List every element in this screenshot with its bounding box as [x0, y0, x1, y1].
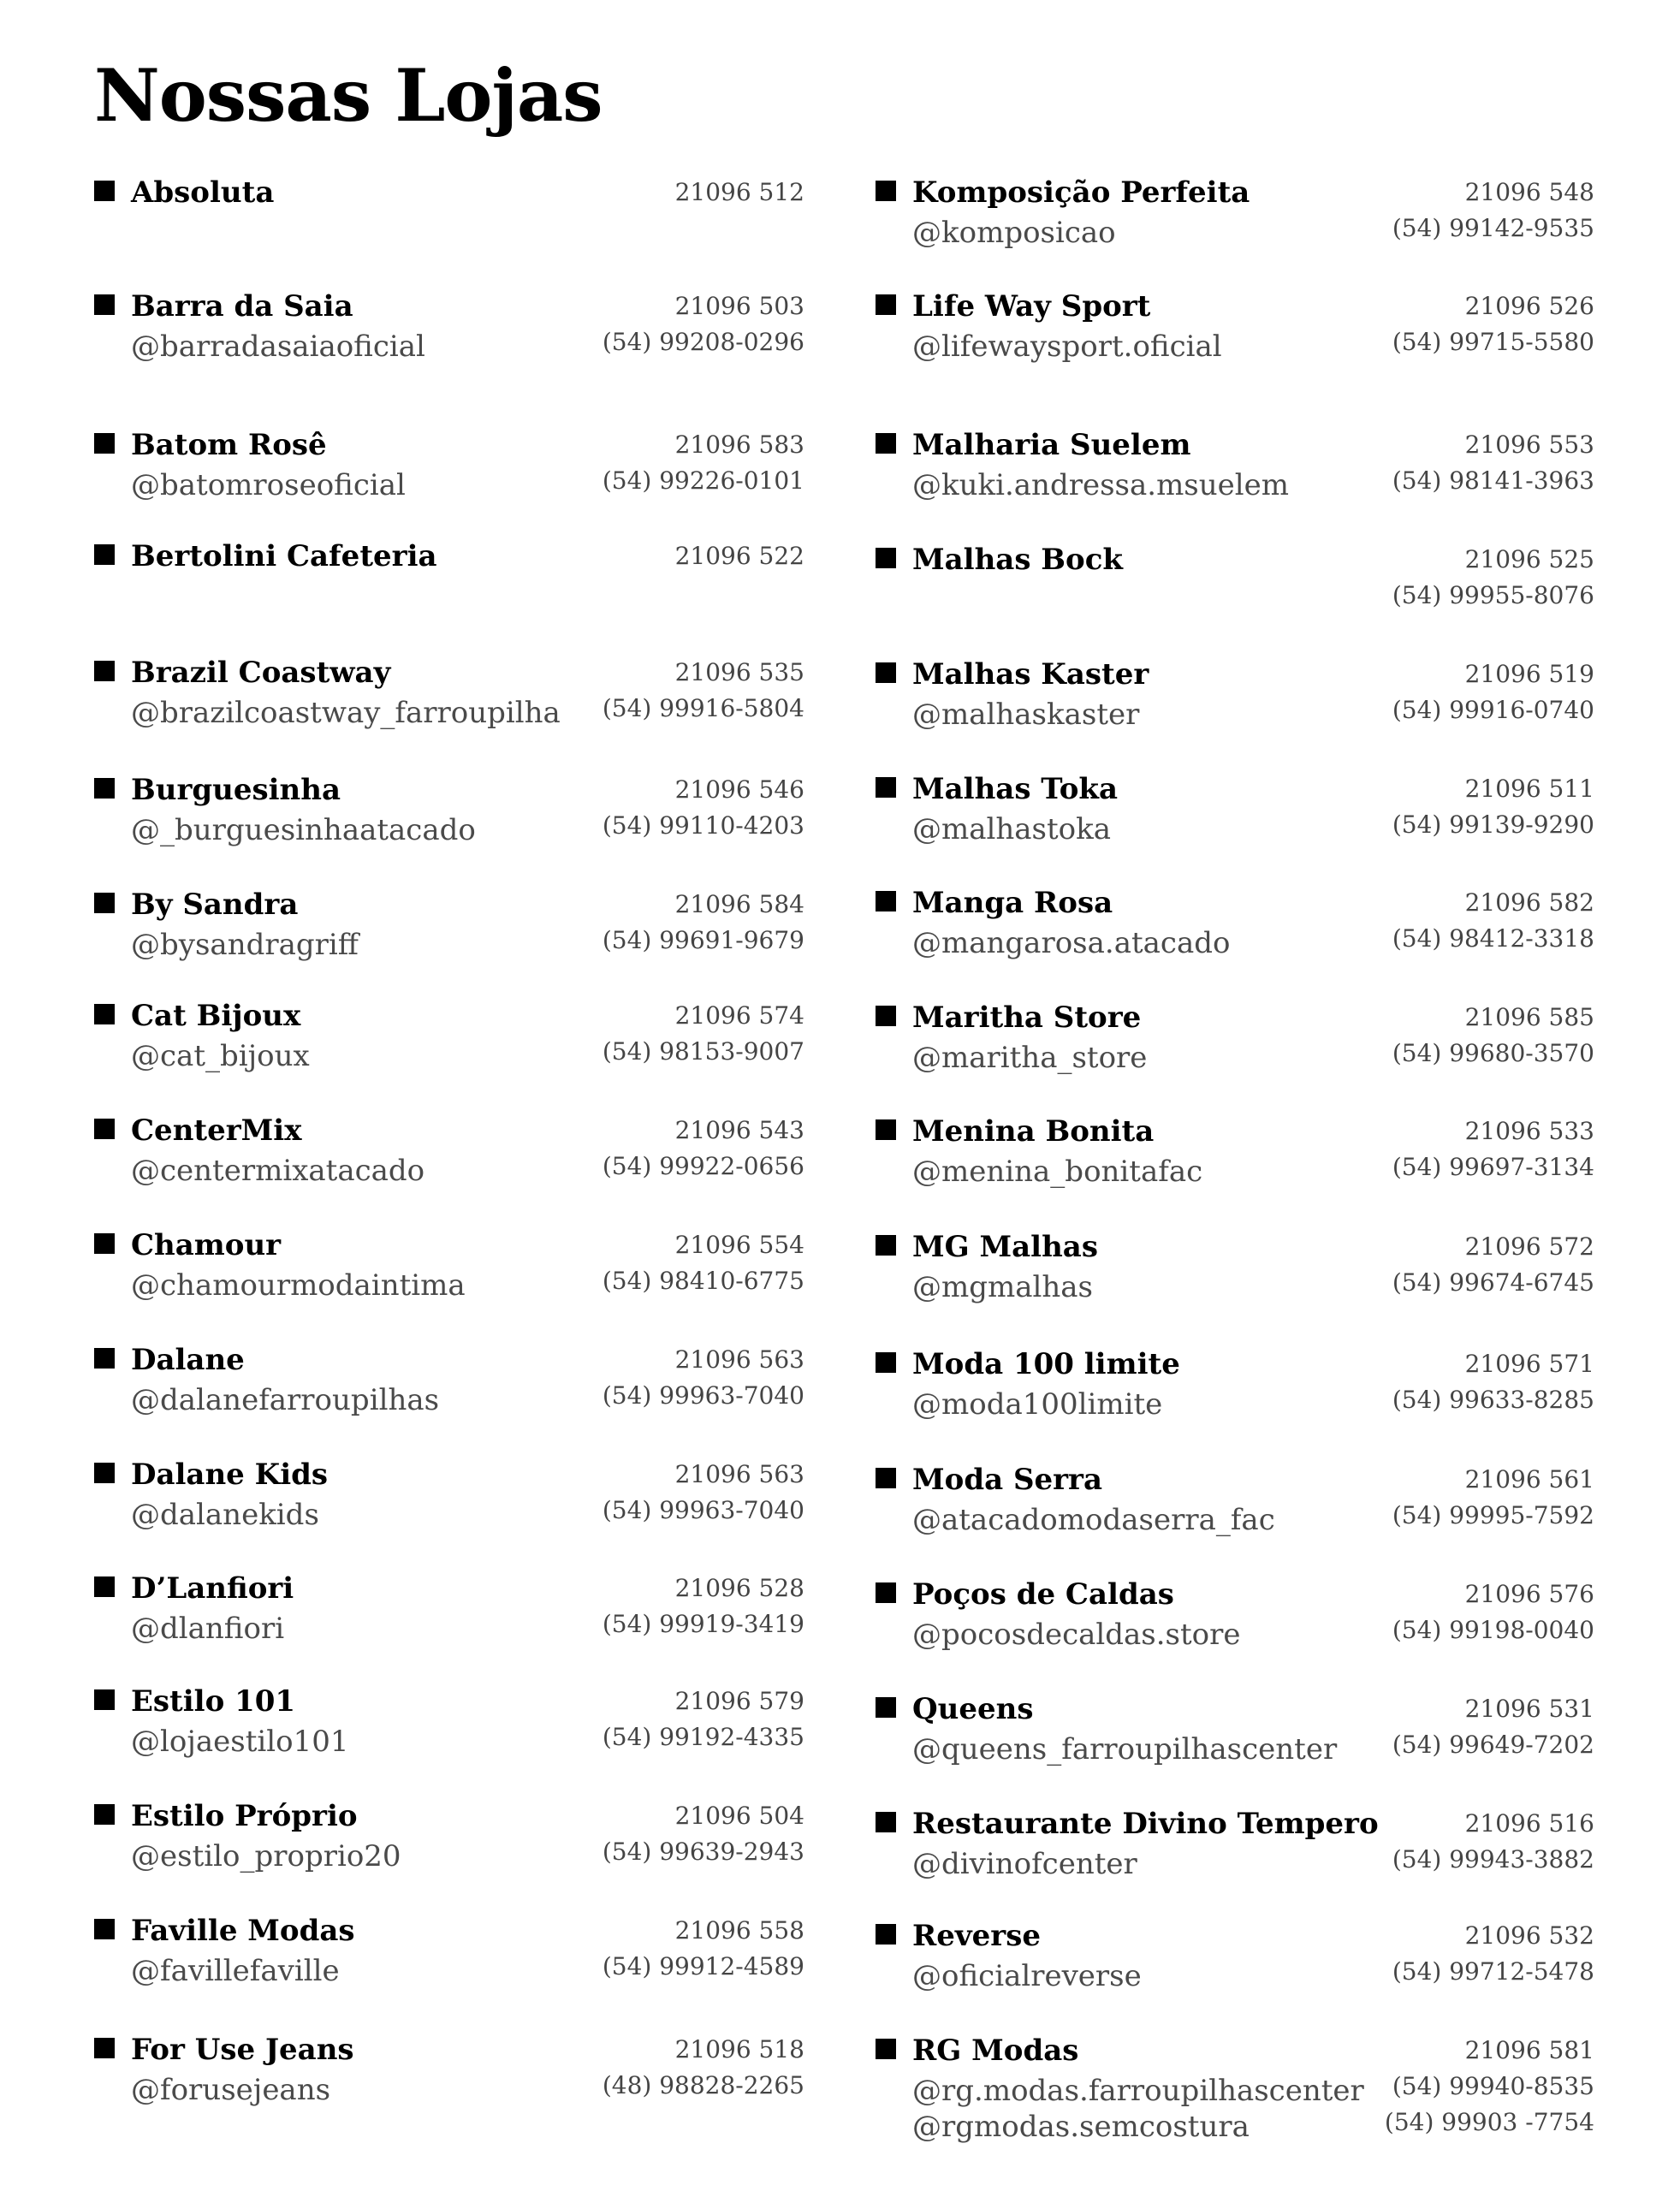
square-bullet-icon [94, 1689, 115, 1710]
square-bullet-icon [94, 1004, 115, 1024]
store-extension: 21096 582 [1464, 888, 1594, 917]
square-bullet-icon [876, 1812, 896, 1832]
store-extension: 21096 526 [1464, 292, 1594, 320]
store-name: Estilo 101 [131, 1684, 296, 1719]
square-bullet-icon [876, 1119, 896, 1140]
store-instagram-handle[interactable]: @lifewaysport.oficial [912, 330, 1222, 364]
store-instagram-handle[interactable]: @dalanefarroupilhas [131, 1383, 440, 1417]
store-extension: 21096 553 [1464, 430, 1594, 459]
store-name: For Use Jeans [131, 2033, 354, 2067]
store-instagram-handle[interactable]: @estilo_proprio20 [131, 1839, 401, 1873]
store-instagram-handle[interactable]: @lojaestilo101 [131, 1725, 349, 1759]
square-bullet-icon [876, 891, 896, 911]
square-bullet-icon [876, 1235, 896, 1256]
store-instagram-handle[interactable]: @moda100limite [912, 1387, 1163, 1422]
store-phone[interactable]: (54) 99208-0296 [602, 328, 804, 356]
store-extension: 21096 571 [1464, 1350, 1594, 1378]
store-extension: 21096 554 [674, 1231, 804, 1259]
store-phone[interactable]: (54) 99963-7040 [602, 1496, 804, 1524]
square-bullet-icon [876, 548, 896, 568]
store-extension: 21096 528 [674, 1574, 804, 1602]
store-name: Malharia Suelem [912, 428, 1191, 462]
store-name: Burguesinha [131, 773, 341, 807]
square-bullet-icon [876, 1468, 896, 1488]
store-instagram-handle[interactable]: @malhaskaster [912, 698, 1140, 732]
store-phone[interactable]: (54) 99110-4203 [602, 811, 804, 840]
store-instagram-handle[interactable]: @barradasaiaoficial [131, 330, 425, 364]
square-bullet-icon [94, 1804, 115, 1825]
store-phone[interactable]: (54) 99674-6745 [1392, 1268, 1594, 1297]
store-phone[interactable]: (54) 99943-3882 [1392, 1845, 1594, 1873]
store-extension: 21096 533 [1464, 1117, 1594, 1145]
store-name: CenterMix [131, 1113, 302, 1148]
store-phone[interactable]: (54) 99912-4589 [602, 1952, 804, 1980]
store-extension: 21096 512 [674, 178, 804, 206]
store-phone[interactable]: (54) 98153-9007 [602, 1037, 804, 1066]
store-phone[interactable]: (54) 99697-3134 [1392, 1153, 1594, 1181]
store-name: Manga Rosa [912, 886, 1113, 920]
store-instagram-handle[interactable]: @malhastoka [912, 812, 1112, 846]
square-bullet-icon [94, 1919, 115, 1939]
store-name: Bertolini Cafeteria [131, 539, 437, 573]
square-bullet-icon [876, 662, 896, 683]
square-bullet-icon [876, 1006, 896, 1026]
store-name: Malhas Toka [912, 772, 1118, 806]
store-instagram-handle[interactable]: @batomroseoficial [131, 468, 406, 502]
store-extension: 21096 563 [674, 1345, 804, 1374]
store-phone[interactable]: (54) 99192-4335 [602, 1723, 804, 1751]
store-phone[interactable]: (54) 99680-3570 [1392, 1039, 1594, 1067]
store-instagram-handle[interactable]: @_burguesinhaatacado [131, 813, 476, 847]
store-instagram-handle[interactable]: @mangarosa.atacado [912, 926, 1231, 960]
square-bullet-icon [94, 544, 115, 565]
square-bullet-icon [876, 1352, 896, 1373]
store-name: Cat Bijoux [131, 999, 301, 1033]
store-extension: 21096 503 [674, 292, 804, 320]
store-instagram-handle[interactable]: @brazilcoastway_farroupilha [131, 696, 561, 730]
store-instagram-handle[interactable]: @rg.modas.farroupilhascenter [912, 2074, 1364, 2108]
store-extension: 21096 535 [674, 658, 804, 686]
store-instagram-handle[interactable]: @mgmalhas [912, 1270, 1094, 1304]
store-name: Barra da Saia [131, 289, 353, 324]
store-extension: 21096 532 [1464, 1921, 1594, 1950]
store-name: Menina Bonita [912, 1114, 1155, 1149]
store-name: Moda Serra [912, 1463, 1102, 1497]
store-name: Dalane [131, 1343, 245, 1377]
store-phone[interactable]: (54) 99712-5478 [1392, 1957, 1594, 1986]
square-bullet-icon [876, 777, 896, 798]
store-extension: 21096 579 [674, 1687, 804, 1715]
store-extension: 21096 583 [674, 430, 804, 459]
store-name: D’Lanfiori [131, 1571, 294, 1606]
store-instagram-handle[interactable]: @divinofcenter [912, 1847, 1137, 1881]
store-name: Estilo Próprio [131, 1799, 358, 1833]
store-extension: 21096 522 [674, 542, 804, 570]
store-extension: 21096 525 [1464, 545, 1594, 573]
square-bullet-icon [876, 1924, 896, 1945]
square-bullet-icon [94, 778, 115, 799]
square-bullet-icon [94, 2038, 115, 2058]
store-phone[interactable]: (54) 99649-7202 [1392, 1731, 1594, 1759]
store-extension: 21096 572 [1464, 1232, 1594, 1261]
square-bullet-icon [94, 893, 115, 913]
store-instagram-handle[interactable]: @pocosdecaldas.store [912, 1618, 1241, 1652]
store-name: Malhas Kaster [912, 657, 1149, 692]
store-instagram-handle[interactable]: @atacadomodaserra_fac [912, 1503, 1275, 1537]
store-instagram-handle[interactable]: @menina_bonitafac [912, 1155, 1203, 1189]
store-name: Reverse [912, 1919, 1041, 1953]
store-phone[interactable]: (54) 99903 -7754 [1384, 2108, 1594, 2136]
store-instagram-handle[interactable]: @favillefaville [131, 1954, 340, 1988]
square-bullet-icon [876, 433, 896, 454]
store-extension: 21096 516 [1464, 1809, 1594, 1838]
store-instagram-handle[interactable]: @rgmodas.semcostura [912, 2110, 1250, 2144]
store-name: Absoluta [131, 175, 275, 210]
square-bullet-icon [94, 433, 115, 454]
square-bullet-icon [94, 181, 115, 201]
store-phone[interactable]: (54) 99691-9679 [602, 926, 804, 954]
store-extension: 21096 511 [1464, 775, 1594, 803]
store-instagram-handle[interactable]: @maritha_store [912, 1041, 1148, 1075]
store-instagram-handle[interactable]: @komposicao [912, 216, 1116, 250]
store-name: Komposição Perfeita [912, 175, 1250, 210]
square-bullet-icon [876, 294, 896, 315]
store-phone[interactable]: (54) 99715-5580 [1392, 328, 1594, 356]
store-phone[interactable]: (54) 99916-5804 [602, 694, 804, 722]
store-name: Batom Rosê [131, 428, 327, 462]
store-phone[interactable]: (54) 99139-9290 [1392, 810, 1594, 839]
store-phone[interactable]: (54) 99226-0101 [602, 466, 804, 495]
store-instagram-handle[interactable]: @chamourmodaintima [131, 1268, 466, 1303]
square-bullet-icon [876, 2039, 896, 2059]
store-phone[interactable]: (54) 98410-6775 [602, 1267, 804, 1295]
square-bullet-icon [94, 1233, 115, 1254]
store-instagram-handle[interactable]: @kuki.andressa.msuelem [912, 468, 1290, 502]
store-name: Dalane Kids [131, 1458, 329, 1492]
page-title: Nossas Lojas [94, 53, 603, 138]
store-phone[interactable]: (54) 99639-2943 [602, 1838, 804, 1866]
store-phone[interactable]: (54) 99922-0656 [602, 1152, 804, 1180]
store-phone[interactable]: (54) 99995-7592 [1392, 1501, 1594, 1529]
store-extension: 21096 574 [674, 1001, 804, 1030]
store-extension: 21096 563 [674, 1460, 804, 1488]
store-extension: 21096 558 [674, 1916, 804, 1945]
store-phone[interactable]: (48) 98828-2265 [602, 2071, 804, 2099]
square-bullet-icon [94, 294, 115, 315]
store-phone[interactable]: (54) 98412-3318 [1392, 924, 1594, 953]
store-name: Life Way Sport [912, 289, 1151, 324]
store-extension: 21096 531 [1464, 1695, 1594, 1723]
store-name: MG Malhas [912, 1230, 1098, 1264]
store-name: Poços de Caldas [912, 1577, 1174, 1612]
store-instagram-handle[interactable]: @dlanfiori [131, 1612, 285, 1646]
store-extension: 21096 548 [1464, 178, 1594, 206]
store-extension: 21096 546 [674, 775, 804, 804]
store-name: Restaurante Divino Tempero [912, 1807, 1379, 1841]
store-extension: 21096 543 [674, 1116, 804, 1144]
store-phone[interactable]: (54) 99142-9535 [1392, 214, 1594, 242]
store-instagram-handle[interactable]: @bysandragriff [131, 928, 359, 962]
store-phone[interactable]: (54) 99940-8535 [1392, 2072, 1594, 2100]
square-bullet-icon [876, 1697, 896, 1718]
store-name: Moda 100 limite [912, 1347, 1180, 1381]
square-bullet-icon [876, 181, 896, 201]
store-extension: 21096 518 [674, 2035, 804, 2063]
store-name: Malhas Bock [912, 543, 1123, 577]
store-extension: 21096 581 [1464, 2036, 1594, 2064]
store-name: Faville Modas [131, 1914, 355, 1948]
square-bullet-icon [94, 1119, 115, 1139]
store-name: RG Modas [912, 2034, 1079, 2068]
store-instagram-handle[interactable]: @cat_bijoux [131, 1039, 310, 1073]
store-extension: 21096 504 [674, 1802, 804, 1830]
store-name: Maritha Store [912, 1000, 1142, 1035]
square-bullet-icon [94, 661, 115, 681]
store-instagram-handle[interactable]: @oficialreverse [912, 1959, 1142, 1993]
square-bullet-icon [94, 1576, 115, 1597]
store-extension: 21096 561 [1464, 1465, 1594, 1493]
store-phone[interactable]: (54) 99916-0740 [1392, 696, 1594, 724]
store-extension: 21096 519 [1464, 660, 1594, 688]
square-bullet-icon [876, 1582, 896, 1603]
store-name: Brazil Coastway [131, 656, 391, 690]
store-name: Queens [912, 1692, 1034, 1726]
store-name: By Sandra [131, 888, 299, 922]
store-phone[interactable]: (54) 99633-8285 [1392, 1386, 1594, 1414]
store-phone[interactable]: (54) 99963-7040 [602, 1381, 804, 1410]
store-name: Chamour [131, 1228, 282, 1262]
store-instagram-handle[interactable]: @dalanekids [131, 1498, 319, 1532]
store-phone[interactable]: (54) 99919-3419 [602, 1610, 804, 1638]
store-extension: 21096 585 [1464, 1003, 1594, 1031]
store-instagram-handle[interactable]: @queens_farroupilhascenter [912, 1732, 1338, 1766]
store-extension: 21096 576 [1464, 1580, 1594, 1608]
store-phone[interactable]: (54) 98141-3963 [1392, 466, 1594, 495]
square-bullet-icon [94, 1348, 115, 1369]
store-instagram-handle[interactable]: @centermixatacado [131, 1154, 425, 1188]
store-phone[interactable]: (54) 99198-0040 [1392, 1616, 1594, 1644]
square-bullet-icon [94, 1463, 115, 1483]
store-phone[interactable]: (54) 99955-8076 [1392, 581, 1594, 609]
store-instagram-handle[interactable]: @forusejeans [131, 2073, 331, 2107]
store-extension: 21096 584 [674, 890, 804, 918]
